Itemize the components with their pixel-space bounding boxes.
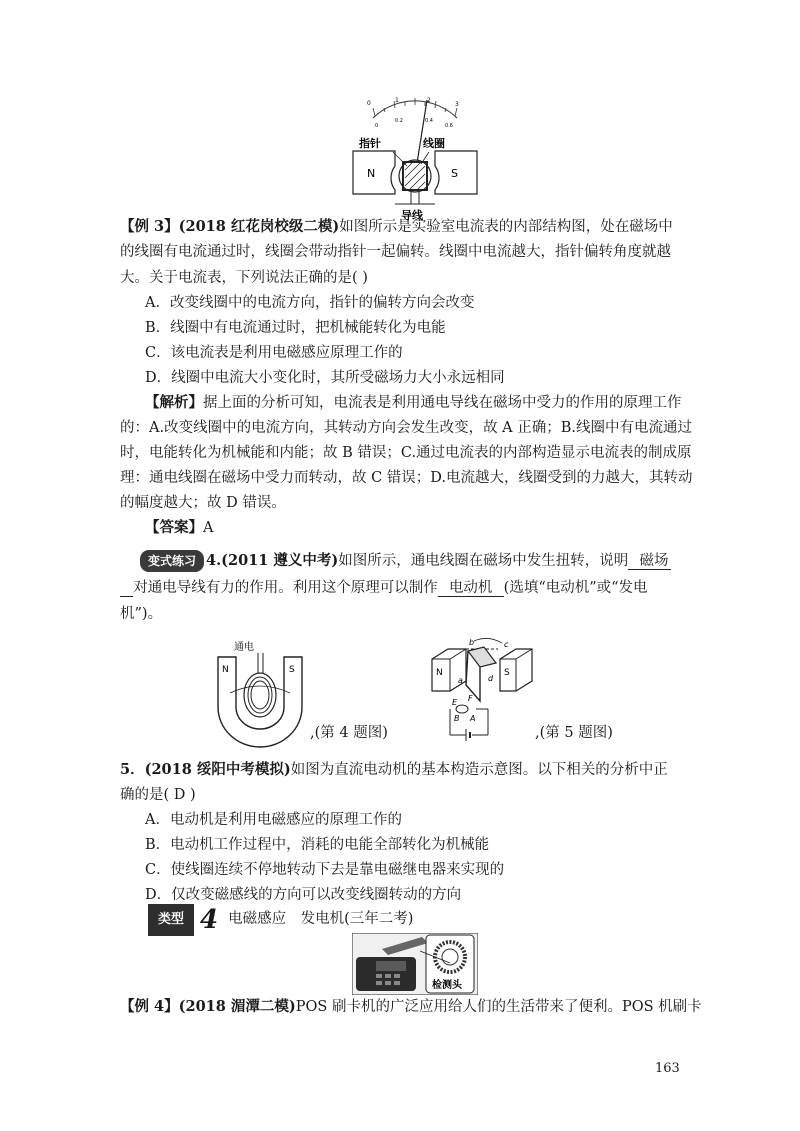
example3-line3: 大。关于电流表，下列说法正确的是( ) [120,270,368,286]
figure4-magnet-coil [210,637,310,749]
fig5-label-a-brush: A [470,714,476,723]
pos-detector-label: 检测头 [432,980,462,991]
fig5-label-b: b [469,638,475,647]
example3-tag: 【例 3】 [120,218,179,235]
q4-blank1-answer: 磁场 [639,553,669,569]
fig4-powered-label: 通电 [234,642,254,653]
figure5-dc-motor [430,637,535,745]
q4-line1 [140,550,671,572]
q4-blank1 [628,553,670,570]
q4-line2 [120,578,648,598]
galvanometer-figure [345,96,485,226]
type-badge: 类型 [148,904,194,936]
pole-s-label: S [451,167,458,180]
q5-number: 5． [120,761,145,778]
example4-source: (2018 湄潭二模) [178,998,296,1015]
page-number: 163 [655,1061,680,1076]
type-number: 4 [200,905,219,935]
q5-option-c: C．使线圈连续不停地转动下去是靠电磁继电器来实现的 [145,862,505,878]
scale-tick-3: 3 [455,101,459,108]
analysis-line5: 的幅度越大；故 D 错误。 [120,495,286,511]
fig5-label-a: a [458,676,463,685]
analysis-text: 据上面的分析可知，电流表是利用通电导线在磁场中受力的作用的原理工作 [203,395,682,411]
q5-line2: 确的是( D ) [120,787,196,803]
example4-line1 [120,997,702,1017]
q4-text2: 对通电导线有力的作用。利用这个原理可以制作 [133,580,438,596]
example4-text: POS 刷卡机的广泛应用给人们的生活带来了便利。POS 机刷卡 [295,999,702,1015]
scale-tick-1: 1 [395,97,399,104]
example3-text: 如图所示是实验室电流表的内部结构图，处在磁场中 [339,219,673,235]
q4-text1: 如图所示，通电线圈在磁场中发生扭转，说明 [338,553,629,569]
example4-tag: 【例 4】 [120,998,179,1015]
q5-option-d: D．仅改变磁感线的方向可以改变线圈转动的方向 [145,887,462,903]
q4-blank1-tail [120,580,133,597]
variant-practice-badge: 变式练习 [140,550,204,572]
fig5-pole-s: S [504,668,510,678]
q5-option-b: B．电动机工作过程中，消耗的电能全部转化为机械能 [145,837,490,853]
q5-option-a: A．电动机是利用电磁感应的原理工作的 [145,812,402,828]
example3-source: (2018 红花岗校级二模) [178,218,340,235]
q5-text1: 如图为直流电动机的基本构造示意图。以下相关的分析中正 [290,762,668,778]
analysis-line2: 的：A.改变线圈中的电流方向，其转动方向会发生改变，故 A 正确；B.线圈中有电流通过 [120,420,693,436]
analysis-line1 [145,393,682,413]
figure4-caption: ,(第 4 题图) [310,725,388,741]
example3-line1 [120,217,673,237]
wire-label: 导线 [401,209,423,222]
analysis-line4: 理：通电线圈在磁场中受力而转动，故 C 错误；D.电流越大，线圈受到的力越大，其转动 [120,470,693,486]
q4-blank2 [438,580,504,597]
fig5-label-c: c [504,640,509,649]
answer-tag: 【答案】 [145,519,203,536]
q5-source: (2018 绥阳中考模拟) [144,761,291,778]
scale-tick-0: 0 [367,100,371,107]
fig4-pole-n: N [222,665,229,675]
analysis-line3: 时，电能转化为机械能和内能；故 B 错误；C.通过电流表的内部构造显示电流表的制成原 [120,445,692,461]
q4-line3: 机”)。 [120,606,163,622]
scale-tick-b2: 0.4 [425,118,433,124]
pole-n-label: N [367,167,376,180]
q4-source: (2011 遵义中考) [221,552,339,569]
type-title: 电磁感应 发电机(三年二考) [228,911,414,927]
answer-value: A [203,520,214,536]
example3-option-b: B．线圈中有电流通过时，把机械能转化为电能 [145,320,446,336]
scale-tick-b3: 0.6 [445,123,453,129]
scale-tick-b1: 0.2 [395,118,403,124]
example3-option-c: C．该电流表是利用电磁感应原理工作的 [145,345,403,361]
analysis-tag: 【解析】 [145,394,203,411]
example3-option-d: D．线圈中电流大小变化时，其所受磁场力大小永远相同 [145,370,505,386]
scale-tick-b0: 0 [375,123,379,129]
fig5-label-e: E [452,698,458,707]
fig5-pole-n: N [436,668,443,678]
q4-number: 4. [206,552,222,569]
fig5-label-f: F [468,694,473,703]
answer-line [145,518,213,538]
fig4-pole-s: S [289,665,295,675]
example3-line2: 的线圈有电流通过时，线圈会带动指针一起偏转。线圈中电流越大，指针偏转角度就越 [120,244,671,260]
q4-text3: (选填“电动机”或“发电 [503,580,648,596]
fig5-label-b-brush: B [454,714,460,723]
example3-option-a: A．改变线圈中的电流方向，指针的偏转方向会改变 [145,295,475,311]
scale-tick-2: 2 [427,97,431,104]
figure5-caption: ,(第 5 题图) [535,725,613,741]
type4-heading [148,904,413,936]
q4-blank2-answer: 电动机 [448,580,493,596]
pointer-label: 指针 [359,137,381,150]
coil-label: 线圈 [423,137,445,150]
fig5-label-d: d [488,674,494,683]
pos-machine-figure [352,933,478,995]
q5-line1 [120,760,668,780]
